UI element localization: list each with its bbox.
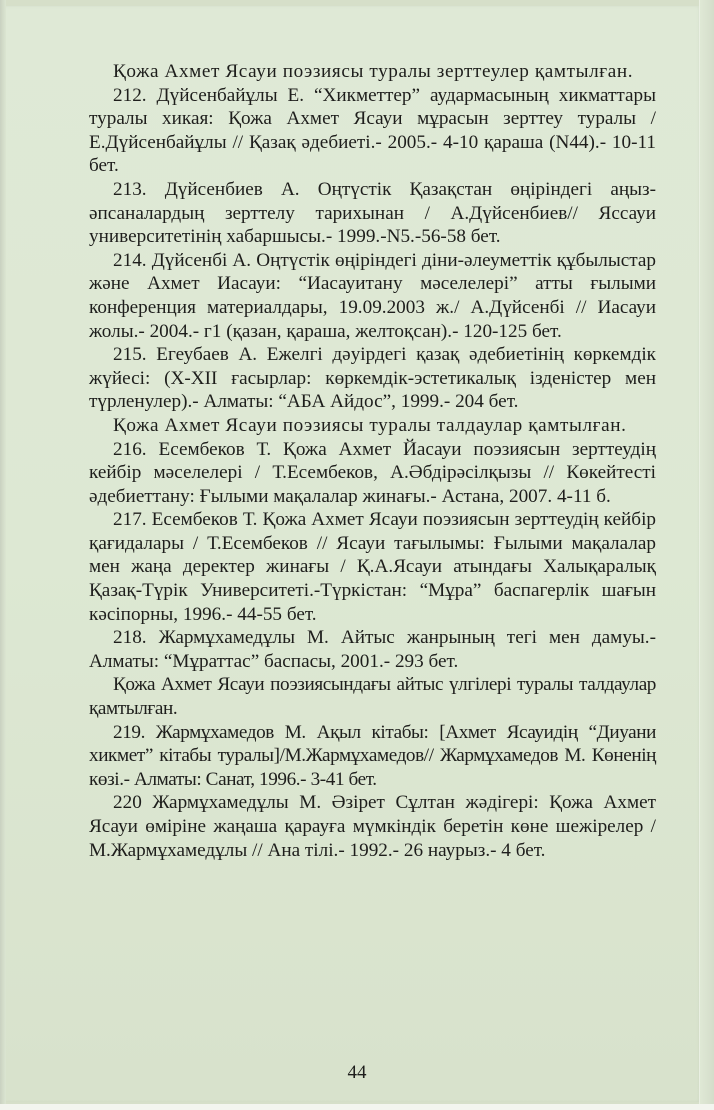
bibliography-entry-217: 217. Есембеков Т. Қожа Ахмет Ясауи поэзиясын зерттеудің кейбір қағидалары / Т.Есембеков // Ясауи тағылымы: Ғылыми мақалалар мен жаңа деректер жинағы / Қ.А.Ясауи атындағы Халықаралық Қазақ-Түрік Университеті.-Түркістан: “Мұра” баспагерлік шағын кәсіпорны, 1996.- 44-55 бет. <box>89 509 656 625</box>
bibliography-entry-214: 214. Дүйсенбі А. Оңтүстік өңіріндегі діни-әлеуметтік құбылыстар және Ахмет Иасауи: “Иасауитану мәселелері” атты ғылыми конференция материалдары, 19.09.2003 ж./ А.Дүйсенбі // Иасауи жолы.- 2004.- г1 (қазан, қараша, желтоқсан).- 120-125 бет. <box>89 249 656 342</box>
bibliography-entry-213: 213. Дүйсенбиев А. Оңтүстік Қазақстан өңіріндегі аңыз-әпсаналардың зерттелу тарихынан / А.Дүйсенбиев// Яссауи университетінің хабаршысы.- 1999.-N5.-56-58 бет. <box>89 178 656 248</box>
bibliography-entry-220: 220 Жармұхамедұлы М. Әзірет Сұлтан жәдігері: Қожа Ахмет Ясауи өміріне жаңаша қарауға мүмкіндік беретін көне шежірелер / М.Жармұхамедұлы // Ана тілі.- 1992.- 26 наурыз.- 4 бет. <box>89 792 656 861</box>
annotation-paragraph: Қожа Ахмет Ясауи поэзиясындағы айтыс үлгілері туралы талдаулар қамтылған. <box>89 674 656 720</box>
bibliography-entry-219: 219. Жармұхамедов М. Ақыл кітабы: [Ахмет Ясауидің “Диуани хикмет” кітабы туралы]/М.Жармұхамедов// Жармұхамедов М. Көненің көзі.- Алматы: Санат, 1996.- 3-41 бет. <box>89 721 656 790</box>
page-bottom-edge <box>0 1104 714 1110</box>
bibliography-entry-215: 215. Егеубаев А. Ежелгі дәуірдегі қазақ әдебиетінің көркемдік жүйесі: (X-XII ғасырлар: көркемдік-эстетикалық ізденістер мен түрленулер).- Алматы: “АБА Айдос”, 1999.- 204 бет. <box>89 344 656 413</box>
annotation-paragraph: Қожа Ахмет Ясауи поэзиясы туралы талдаулар қамтылған. <box>113 414 627 436</box>
annotation-paragraph: Қожа Ахмет Ясауи поэзиясы туралы зерттеулер қамтылған. <box>113 61 634 82</box>
bibliography-entry-218: 218. Жармұхамедұлы М. Айтыс жанрының тегі мен дамуы.- Алматы: “Мұраттас” баспасы, 2001.- 293 бет. <box>89 627 656 672</box>
bibliography-entry-212: 212. Дүйсенбайұлы Е. “Хикметтер” аудармасының хикматтары туралы хикая: Қожа Ахмет Ясауи мұрасын зерттеу туралы / Е.Дүйсенбайұлы // Қазақ әдебиеті.- 2005.- 4-10 қараша (N44).- 10-11 бет. <box>89 84 656 177</box>
page-right-edge <box>699 0 714 1110</box>
page-number: 44 <box>347 1062 367 1083</box>
bibliography-text <box>89 60 656 862</box>
bibliography-entry-216: 216. Есембеков Т. Қожа Ахмет Йасауи поэзиясын зерттеудің кейбір мәселелері / Т.Есембеков, А.Әбдірәсілқызы // Көкейтесті әдебиеттану: Ғылыми мақалалар жинағы.- Астана, 2007. 4-11 б. <box>89 438 656 507</box>
